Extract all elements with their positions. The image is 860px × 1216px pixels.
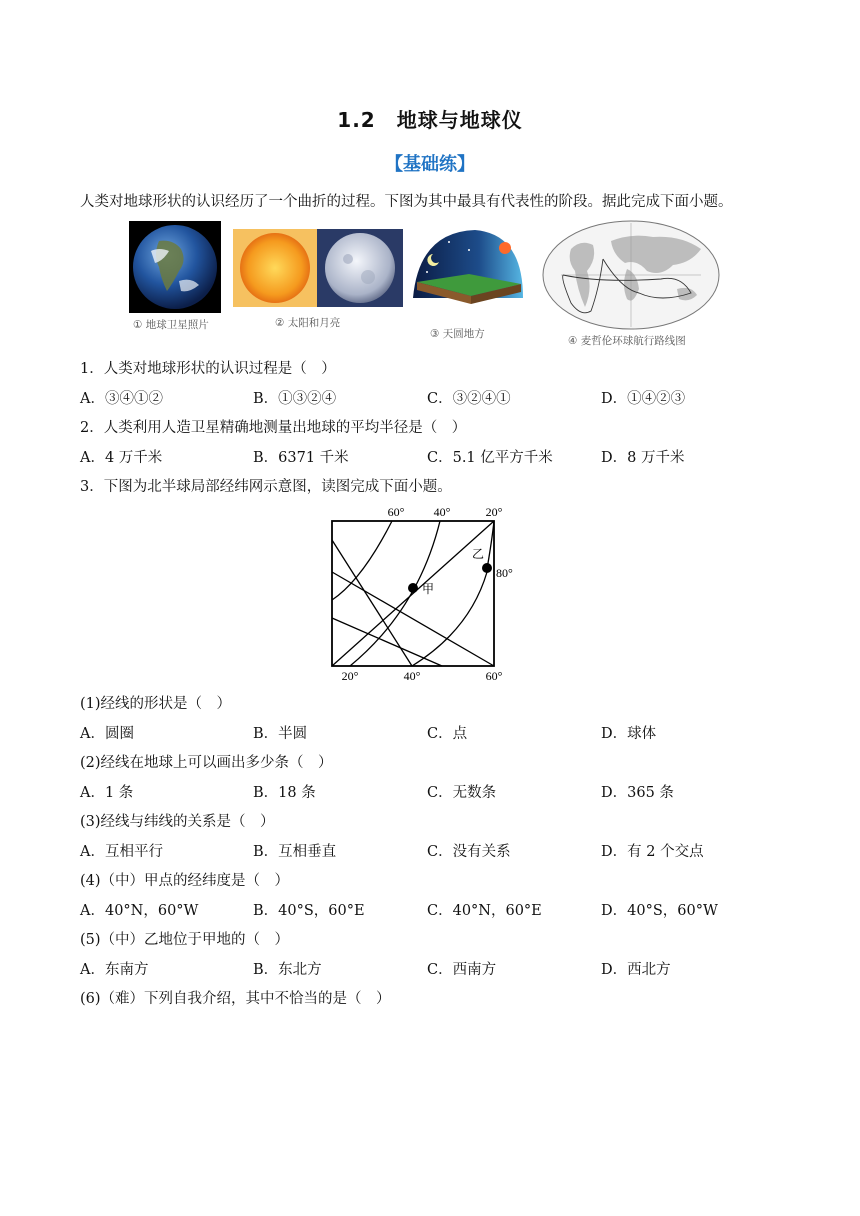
question-3-stem: 3．下图为北半球局部经纬网示意图，读图完成下面小题。 bbox=[80, 479, 452, 495]
q2-option-c[interactable]: C．5.1 亿平方千米 bbox=[427, 450, 553, 466]
sq4-option-d[interactable]: D．40°S，60°W bbox=[601, 903, 718, 919]
bottom-label-60: 60° bbox=[485, 669, 503, 683]
sq4-option-c[interactable]: C．40°N，60°E bbox=[427, 903, 542, 919]
sq1-option-b[interactable]: B．半圆 bbox=[253, 726, 308, 742]
sq4-option-a[interactable]: A．40°N，60°W bbox=[80, 903, 199, 919]
q1-option-b[interactable]: B．①③②④ bbox=[253, 391, 337, 407]
sq4-option-b[interactable]: B．40°S，60°E bbox=[253, 903, 365, 919]
sq2-option-b[interactable]: B．18 条 bbox=[253, 785, 316, 801]
earth-photo-image bbox=[129, 221, 221, 313]
subquestion-6-stem: (6)（难）下列自我介绍，其中不恰当的是（ ） bbox=[80, 991, 391, 1007]
caption-heaven-earth: ③ 天圆地方 bbox=[430, 328, 485, 340]
sq2-option-d[interactable]: D．365 条 bbox=[601, 785, 674, 801]
subquestion-2-stem: (2)经线在地球上可以画出多少条（ ） bbox=[80, 755, 333, 771]
heaven-round-earth-square-image bbox=[409, 228, 525, 308]
sq1-option-a[interactable]: A．圆圈 bbox=[80, 726, 134, 742]
top-label-60: 60° bbox=[387, 505, 405, 519]
sq5-option-c[interactable]: C．西南方 bbox=[427, 962, 497, 978]
question-1-stem: 1．人类对地球形状的认识过程是（ ） bbox=[80, 361, 336, 377]
question-2-stem: 2．人类利用人造卫星精确地测量出地球的平均半径是（ ） bbox=[80, 420, 467, 436]
q2-option-d[interactable]: D．8 万千米 bbox=[601, 450, 685, 466]
top-label-20: 20° bbox=[485, 505, 503, 519]
caption-earth-photo: ① 地球卫星照片 bbox=[133, 319, 209, 331]
sq1-option-d[interactable]: D．球体 bbox=[601, 726, 657, 742]
lat-long-grid-diagram bbox=[322, 500, 522, 686]
q1-option-c[interactable]: C．③②④① bbox=[427, 391, 511, 407]
sq5-option-a[interactable]: A．东南方 bbox=[80, 962, 149, 978]
sq3-option-a[interactable]: A．互相平行 bbox=[80, 844, 163, 860]
top-label-40: 40° bbox=[433, 505, 451, 519]
caption-sun-moon: ② 太阳和月亮 bbox=[275, 317, 341, 329]
point-yi-label: 乙 bbox=[472, 547, 485, 561]
sq3-option-d[interactable]: D．有 2 个交点 bbox=[601, 844, 704, 860]
point-jia-label: 甲 bbox=[422, 582, 435, 596]
subquestion-5-stem: (5)（中）乙地位于甲地的（ ） bbox=[80, 932, 290, 948]
sq3-option-c[interactable]: C．没有关系 bbox=[427, 844, 511, 860]
sq1-option-c[interactable]: C．点 bbox=[427, 726, 468, 742]
q2-option-a[interactable]: A．4 万千米 bbox=[80, 450, 163, 466]
q1-option-d[interactable]: D．①④②③ bbox=[601, 391, 686, 407]
q1-option-a[interactable]: A．③④①② bbox=[80, 391, 163, 407]
sun-moon-image bbox=[233, 229, 403, 307]
magellan-route-map-image bbox=[541, 219, 721, 331]
intro-text: 人类对地球形状的认识经历了一个曲折的过程。下图为其中最具有代表性的阶段。据此完成下面小题。 bbox=[80, 194, 733, 210]
q2-option-b[interactable]: B．6371 千米 bbox=[253, 450, 349, 466]
sq2-option-c[interactable]: C．无数条 bbox=[427, 785, 497, 801]
subquestion-1-stem: (1)经线的形状是（ ） bbox=[80, 696, 232, 712]
caption-magellan: ④ 麦哲伦环球航行路线图 bbox=[568, 335, 686, 347]
section-title: 【基础练】 bbox=[385, 154, 475, 175]
right-label-80: 80° bbox=[496, 566, 513, 580]
bottom-label-40: 40° bbox=[403, 669, 421, 683]
page-title: 1.2 地球与地球仪 bbox=[337, 108, 523, 132]
subquestion-4-stem: (4)（中）甲点的经纬度是（ ） bbox=[80, 873, 290, 889]
sq3-option-b[interactable]: B．互相垂直 bbox=[253, 844, 337, 860]
subquestion-3-stem: (3)经线与纬线的关系是（ ） bbox=[80, 814, 275, 830]
sq5-option-b[interactable]: B．东北方 bbox=[253, 962, 322, 978]
sq5-option-d[interactable]: D．西北方 bbox=[601, 962, 671, 978]
bottom-label-20: 20° bbox=[341, 669, 359, 683]
sq2-option-a[interactable]: A．1 条 bbox=[80, 785, 134, 801]
